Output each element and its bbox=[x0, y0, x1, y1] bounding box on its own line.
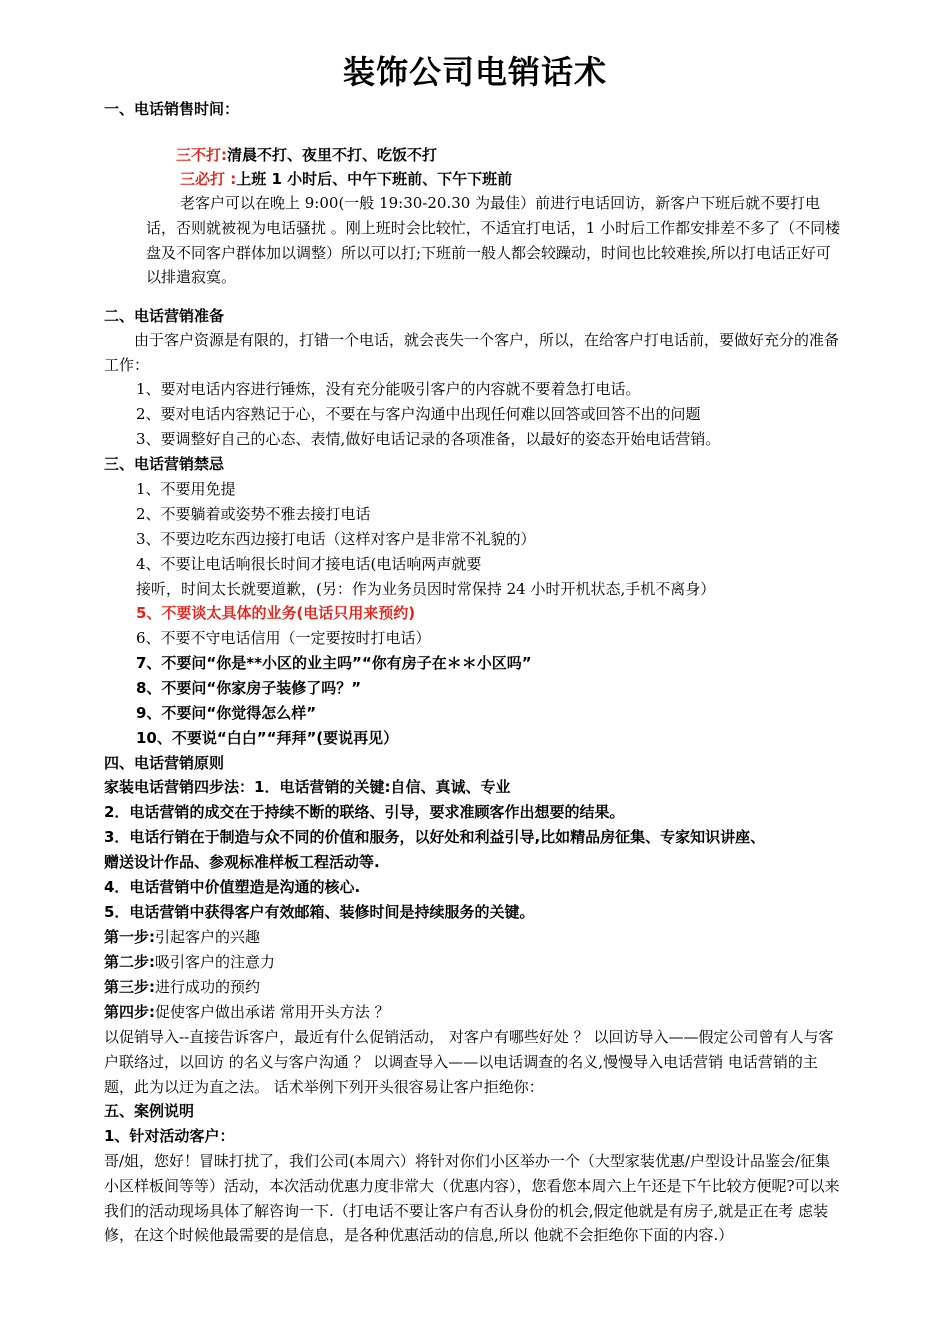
section-4-heading: 四、电话营销原则 bbox=[104, 754, 225, 772]
rule-three-dont-call-text: 清晨不打、夜里不打、吃饭不打 bbox=[227, 146, 438, 164]
section-3-item-3: 3、不要边吃东西边接打电话（这样对客户是非常不礼貌的） bbox=[136, 530, 536, 548]
section-4-item-3: 3．电话行销在于制造与众不同的价值和服务，以好处和利益引导,比如精品房征集、专家知识讲座、 bbox=[104, 828, 766, 846]
step-3-label: 第三步: bbox=[104, 978, 155, 996]
rule-three-dont-call-label: 三不打: bbox=[176, 146, 227, 164]
step-2 bbox=[104, 951, 275, 973]
section-3-item-7: 7、不要问“你是**小区的业主吗”“你有房子在＊＊小区吗” bbox=[136, 654, 532, 672]
section-4-item-2: 2．电话营销的成交在于持续不断的联络、引导，要求准顾客作出想要的结果。 bbox=[104, 803, 625, 821]
section-2-heading: 二、电话营销准备 bbox=[104, 307, 225, 325]
section-5-heading: 五、案例说明 bbox=[104, 1102, 195, 1120]
step-1-text: 引起客户的兴趣 bbox=[155, 928, 261, 946]
section-3-item-10: 10、不要说“白白”“拜拜”(要说再见） bbox=[136, 729, 399, 747]
section-1-heading: 一、电话销售时间： bbox=[104, 100, 240, 118]
section-3-item-4-continued: 接听，时间太长就要道歉，(另：作为业务员因时常保持 24 小时开机状态,手机不离身） bbox=[136, 580, 716, 598]
section-5-paragraph: 哥/姐，您好！冒昧打扰了，我们公司(本周六）将针对你们小区举办一个（大型家装优惠/户型设计品鉴会/征集小区样板间等等）活动，本次活动优惠力度非常大（优惠内容），您看您本周六上午还是下午比较方便呢?可以来我们的活动现场具体了解咨询一下.（打电话不要让客户有否认身份的机会,假定他就是有房子,就是正在考 虑装修，在这个时候他最需要的是信息，是各种优惠活动的信息,所以 他就不会拒绝你下面的内容.） bbox=[104, 1152, 840, 1245]
step-2-label: 第二步: bbox=[104, 953, 155, 971]
section-4-item-3-continued: 赠送设计作品、参观标准样板工程活动等. bbox=[104, 853, 380, 871]
step-3-text: 进行成功的预约 bbox=[155, 978, 261, 996]
step-2-text: 吸引客户的注意力 bbox=[155, 953, 276, 971]
section-3-item-2: 2、不要躺着或姿势不雅去接打电话 bbox=[136, 505, 371, 523]
section-3-item-9: 9、不要问“你觉得怎么样” bbox=[136, 704, 317, 722]
section-4-paragraph: 以促销导入--直接告诉客户，最近有什么促销活动， 对客户有哪些好处 ？ 以回访导入——假定公司曾有人与客户联络过，以回访 的名义与客户沟通 ？ 以调查导入——以电话调查的名义,慢慢导入电话营销 电话营销的主题，此为以迂为直之法。 话术举例下列开头很容易让客户拒绝你： bbox=[104, 1028, 834, 1096]
section-2-paragraph: 由于客户资源是有限的，打错一个电话，就会丧失一个客户，所以，在给客户打电话前，要做好充分的准备工作： bbox=[104, 331, 840, 374]
section-1-paragraph: 老客户可以在晚上 9:00(一般 19:30-20.30 为最佳）前进行电话回访，新客户下班后就不要打电话，否则就被视为电话骚扰 。刚上班时会比较忙，不适宜打电话，1 小时后工作都安排差不多了（不同楼盘及不同客户群体加以调整）所以可以打;下班前一般人都会较躁动，时间也比较难挨,所以打电话正好可以排遣寂寞。 bbox=[146, 194, 841, 287]
section-3-item-8: 8、不要问“你家房子装修了吗？” bbox=[136, 679, 362, 697]
step-1 bbox=[104, 926, 260, 948]
rule-three-must-call-label: 三必打 : bbox=[180, 170, 237, 188]
rule-three-dont-call bbox=[176, 144, 437, 166]
section-2-item-3: 3、要调整好自己的心态、表情,做好电话记录的各项准备，以最好的姿态开始电话营销。 bbox=[136, 430, 721, 448]
step-4-text: 促使客户做出承诺 常用开头方法 ？ bbox=[155, 1003, 390, 1021]
section-3-heading: 三、电话营销禁忌 bbox=[104, 455, 225, 473]
section-3-item-1: 1、不要用免提 bbox=[136, 480, 236, 498]
step-4-label: 第四步: bbox=[104, 1003, 155, 1021]
rule-three-must-call bbox=[180, 168, 512, 190]
section-2-item-1: 1、要对电话内容进行锤炼，没有充分能吸引客户的内容就不要着急打电话。 bbox=[136, 380, 641, 398]
section-4-item-5: 5．电话营销中获得客户有效邮箱、装修时间是持续服务的关键。 bbox=[104, 903, 535, 921]
rule-three-must-call-text: 上班 1 小时后、中午下班前、下午下班前 bbox=[236, 170, 513, 188]
step-1-label: 第一步: bbox=[104, 928, 155, 946]
section-3-item-4: 4、不要让电话响很长时间才接电话(电话响两声就要 bbox=[136, 555, 482, 573]
document-title: 装饰公司电销话术 bbox=[342, 53, 607, 91]
section-3-item-5: 5、不要谈太具体的业务(电话只用来预约) bbox=[136, 604, 416, 622]
section-2-item-2: 2、要对电话内容熟记于心，不要在与客户沟通中出现任何难以回答或回答不出的问题 bbox=[136, 405, 701, 423]
section-4-item-4: 4．电话营销中价值塑造是沟通的核心. bbox=[104, 878, 361, 896]
section-5-subheading: 1、针对活动客户： bbox=[104, 1127, 235, 1145]
step-3 bbox=[104, 976, 260, 998]
section-4-item-1: 家装电话营销四步法：1．电话营销的关键:自信、真诚、专业 bbox=[104, 778, 511, 796]
section-3-item-6: 6、不要不守电话信用（一定要按时打电话） bbox=[136, 629, 431, 647]
step-4 bbox=[104, 1001, 390, 1023]
